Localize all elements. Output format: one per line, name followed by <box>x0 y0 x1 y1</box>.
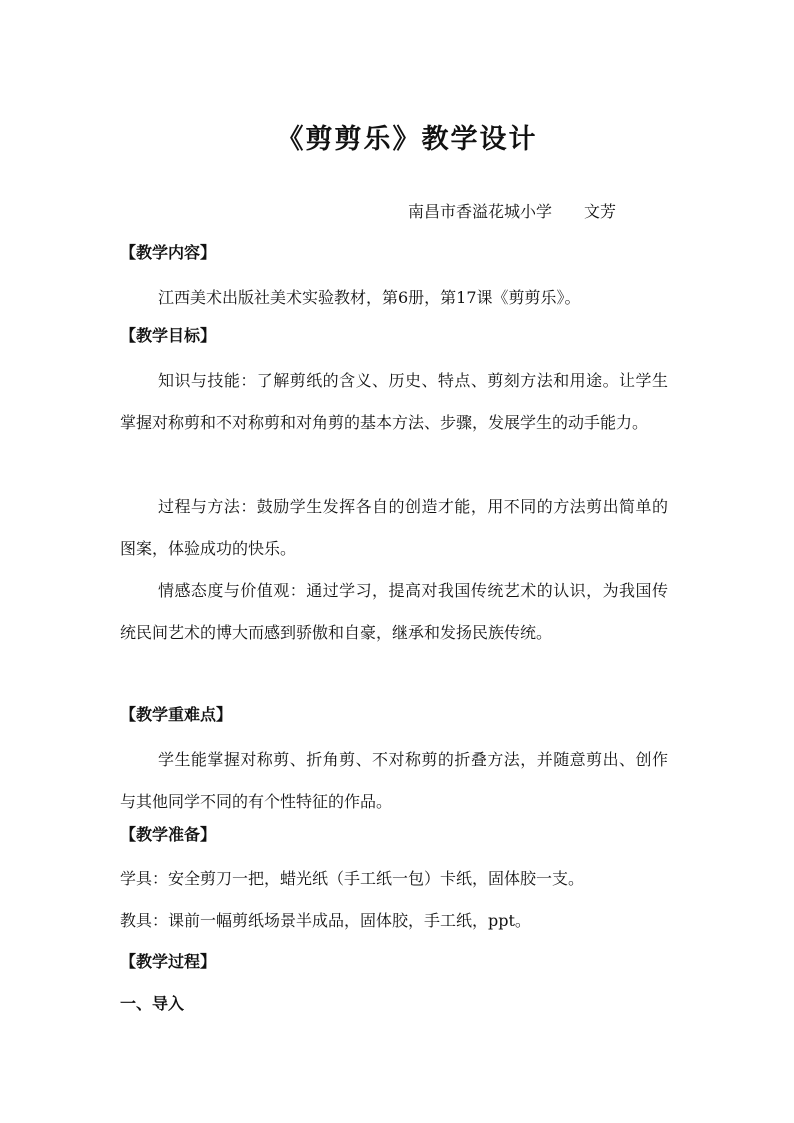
author-line: 南昌市香溢花城小学 文芳 <box>408 202 617 221</box>
section-heading-process: 【教学过程】 <box>120 952 217 971</box>
document-title: 《剪剪乐》教学设计 <box>276 124 538 155</box>
teacher-materials-line: 教具：课前一幅剪纸场景半成品，固体胶，手工纸，ppt。 <box>120 911 531 930</box>
section-heading-content: 【教学内容】 <box>120 243 217 262</box>
section-heading-objectives: 【教学目标】 <box>120 326 217 345</box>
section-heading-preparation: 【教学准备】 <box>120 825 217 844</box>
objective-attitude-paragraph: 情感态度与价值观：通过学习，提高对我国传统艺术的认识，为我国传统民间艺术的博大而感到骄傲和自豪，继承和发扬民族传统。 <box>120 581 668 642</box>
objective-knowledge-paragraph: 知识与技能：了解剪纸的含义、历史、特点、剪刻方法和用途。让学生掌握对称剪和不对称剪和对角剪的基本方法、步骤，发展学生的动手能力。 <box>120 371 668 432</box>
objective-process-paragraph: 过程与方法：鼓励学生发挥各自的创造才能，用不同的方法剪出简单的图案，体验成功的快乐。 <box>120 497 668 558</box>
content-paragraph: 江西美术出版社美术实验教材，第6册，第17课《剪剪乐》。 <box>158 288 581 307</box>
section-heading-key-points: 【教学重难点】 <box>120 705 233 724</box>
key-points-paragraph: 学生能掌握对称剪、折角剪、不对称剪的折叠方法，并随意剪出、创作与其他同学不同的有个性特征的作品。 <box>120 750 668 811</box>
process-step-intro: 一、导入 <box>120 994 185 1013</box>
student-materials-line: 学具：安全剪刀一把，蜡光纸（手工纸一包）卡纸，固体胶一支。 <box>120 869 585 888</box>
